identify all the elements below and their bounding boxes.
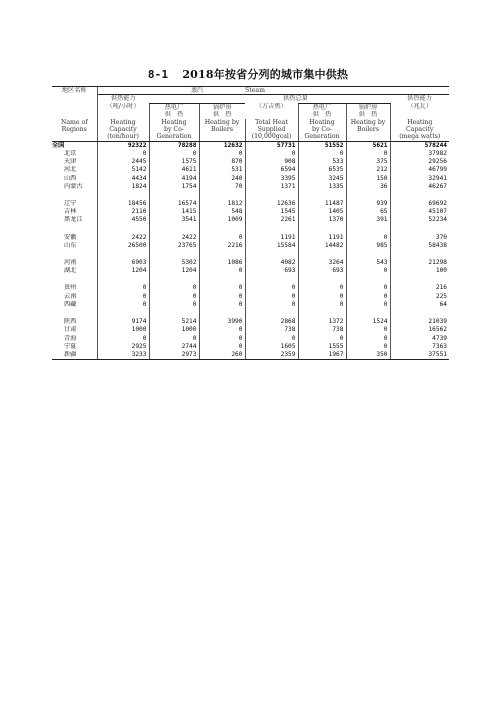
table-cell: 985 <box>346 242 390 250</box>
table-cell: 3233 <box>97 351 149 360</box>
table-cell: 0 <box>298 284 346 292</box>
table-row <box>52 200 449 208</box>
table-cell: 78288 <box>149 141 199 150</box>
table-cell: 1524 <box>346 318 390 326</box>
table-cell: 16562 <box>390 326 449 334</box>
table-row <box>52 326 449 334</box>
group-gap <box>52 191 449 200</box>
table-cell: 0 <box>149 150 199 158</box>
table-cell: 0 <box>346 293 390 301</box>
table-cell: 0 <box>346 234 390 242</box>
table-cell: 370 <box>390 234 449 242</box>
table-row <box>52 293 449 301</box>
table-cell: 0 <box>97 293 149 301</box>
table-cell: 4739 <box>390 335 449 343</box>
header-hw-capacity-cn: 供热能力 <box>390 95 449 103</box>
table-cell: 5214 <box>149 318 199 326</box>
table-cell: 548 <box>199 208 245 216</box>
table-number: 8-1 <box>147 68 169 81</box>
table-cell: 908 <box>245 158 298 166</box>
region-name: 北京 <box>64 150 77 158</box>
table-cell: 578244 <box>390 141 449 150</box>
table-row <box>52 267 449 275</box>
table-row <box>52 351 449 360</box>
table-cell: 58438 <box>390 242 449 250</box>
table-cell: 0 <box>346 150 390 158</box>
table-cell: 1812 <box>199 200 245 208</box>
table-cell: 36 <box>346 183 390 191</box>
table-cell: 6594 <box>245 166 298 174</box>
table-cell: 21039 <box>390 318 449 326</box>
table-cell: 1370 <box>298 216 346 224</box>
table-cell: 2868 <box>245 318 298 326</box>
region-name: 山西 <box>64 174 77 182</box>
region-name: 河北 <box>64 166 77 174</box>
table-cell: 150 <box>346 175 390 183</box>
table-cell: 0 <box>346 284 390 292</box>
table-cell: 0 <box>97 301 149 309</box>
header-cogen2-en-3: Generation <box>298 133 346 141</box>
table-cell: 4194 <box>149 175 199 183</box>
header-hw-en-1: Heating <box>390 119 449 126</box>
table-cell: 0 <box>97 284 149 292</box>
table-cell: 738 <box>298 326 346 334</box>
region-name: 云南 <box>64 292 77 300</box>
header-total-en-2: Supplied <box>245 126 298 133</box>
table-title: 2018年按省分列的城市集中供热 <box>182 68 349 81</box>
header-boiler2-en-1: Heating by <box>346 119 390 126</box>
table-row <box>52 343 449 351</box>
table-cell: 11487 <box>298 200 346 208</box>
table-cell: 350 <box>346 351 390 360</box>
table-cell: 225 <box>390 293 449 301</box>
region-name: 天津 <box>64 158 77 166</box>
region-name: 内蒙古 <box>64 182 83 190</box>
table-cell: 0 <box>245 335 298 343</box>
group-gap <box>52 309 449 318</box>
table-row <box>52 158 449 166</box>
table-cell: 0 <box>298 335 346 343</box>
header-boiler-en-1: Heating by <box>199 119 245 126</box>
table-cell: 2261 <box>245 216 298 224</box>
table-cell: 57731 <box>245 141 298 150</box>
table-cell: 391 <box>346 216 390 224</box>
table-row <box>52 284 449 292</box>
table-cell: 0 <box>245 284 298 292</box>
header-cogen-en-2: by Co- <box>149 126 199 133</box>
table-cell: 260 <box>199 351 245 360</box>
region-name: 河南 <box>64 259 77 267</box>
table-cell: 100 <box>390 267 449 275</box>
table-cell: 3245 <box>298 175 346 183</box>
table-cell: 65 <box>346 208 390 216</box>
table-cell: 64 <box>390 301 449 309</box>
header-boiler-cn: 锅炉房 <box>199 103 245 111</box>
table-cell: 0 <box>346 301 390 309</box>
table-cell: 693 <box>245 267 298 275</box>
table-cell: 52234 <box>390 216 449 224</box>
header-cogen2-en-1: Heating <box>298 119 346 126</box>
table-cell: 2422 <box>149 234 199 242</box>
table-cell: 1000 <box>149 326 199 334</box>
table-cell: 32941 <box>390 175 449 183</box>
table-cell: 0 <box>199 150 245 158</box>
table-cell: 693 <box>298 267 346 275</box>
header-boiler-en-2: Boilers <box>199 126 245 133</box>
header-name-en-2: Regions <box>61 126 87 134</box>
table-cell: 2973 <box>149 351 199 360</box>
table-cell: 26500 <box>97 242 149 250</box>
header-cogen2-en-2: by Co- <box>298 126 346 133</box>
table-cell: 2216 <box>199 242 245 250</box>
table-cell: 1335 <box>298 183 346 191</box>
table-cell: 0 <box>199 326 245 334</box>
table-cell: 45107 <box>390 208 449 216</box>
header-cogen-cn: 热电厂 <box>149 103 199 111</box>
table-cell: 3264 <box>298 259 346 267</box>
table-cell: 0 <box>199 267 245 275</box>
table-cell: 18456 <box>97 200 149 208</box>
table-cell: 0 <box>346 335 390 343</box>
table-row <box>52 301 449 309</box>
header-total-en-3: (10,000gcal) <box>245 133 298 141</box>
header-boiler2-cn: 锅炉房 <box>346 103 390 111</box>
region-name: 贵州 <box>64 284 77 292</box>
region-name: 吉林 <box>64 208 77 216</box>
table-cell: 0 <box>346 326 390 334</box>
header-cogen2-cn-2: 供 热 <box>298 111 346 118</box>
table-cell: 0 <box>298 150 346 158</box>
table-cell: 6535 <box>298 166 346 174</box>
table-cell: 92322 <box>97 141 149 150</box>
table-cell: 0 <box>149 293 199 301</box>
header-total-unit: （万吉焦） <box>255 103 287 111</box>
page-title <box>0 66 496 82</box>
table-cell: 1967 <box>298 351 346 360</box>
table-cell: 0 <box>199 293 245 301</box>
table-cell: 1009 <box>199 216 245 224</box>
table-cell: 3990 <box>199 318 245 326</box>
table-cell: 1555 <box>298 343 346 351</box>
table-row-total <box>52 141 449 150</box>
table-cell: 0 <box>298 293 346 301</box>
group-gap <box>52 275 449 284</box>
table-cell: 7363 <box>390 343 449 351</box>
table-cell: 2445 <box>97 158 149 166</box>
table-cell: 14482 <box>298 242 346 250</box>
table-cell: 0 <box>245 150 298 158</box>
table-cell: 0 <box>149 284 199 292</box>
region-name: 宁夏 <box>64 342 77 350</box>
table-row <box>52 166 449 174</box>
header-cogen-cn-2: 供 热 <box>149 111 199 118</box>
table-cell: 738 <box>245 326 298 334</box>
table-cell: 2422 <box>97 234 149 242</box>
table-cell: 0 <box>97 150 149 158</box>
header-capacity-unit: （吨/小时） <box>97 103 149 111</box>
table-cell: 5621 <box>346 141 390 150</box>
header-total-en-1: Total Heat <box>245 119 298 126</box>
header-boiler-cn-2: 供 热 <box>199 111 245 118</box>
table-cell: 29256 <box>390 158 449 166</box>
table-cell: 1191 <box>298 234 346 242</box>
table-cell: 1372 <box>298 318 346 326</box>
table-cell: 1086 <box>199 259 245 267</box>
region-name: 甘肃 <box>64 326 77 334</box>
table-cell: 533 <box>298 158 346 166</box>
group-gap <box>52 250 449 259</box>
table-cell: 1824 <box>97 183 149 191</box>
header-name-en-1: Name of <box>60 118 88 126</box>
table-cell: 2925 <box>97 343 149 351</box>
header-cogen-en-3: Generation <box>149 133 199 141</box>
table-cell: 37551 <box>390 351 449 360</box>
table-cell: 1545 <box>245 208 298 216</box>
region-name: 安徽 <box>64 233 77 241</box>
table-row <box>52 175 449 183</box>
table-body <box>52 141 449 359</box>
table-cell: 240 <box>199 175 245 183</box>
table-cell: 37982 <box>390 150 449 158</box>
table-cell: 2110 <box>97 208 149 216</box>
table-row <box>52 318 449 326</box>
header-steam-cn: 蒸汽 <box>149 87 245 95</box>
table-cell: 16574 <box>149 200 199 208</box>
table-row <box>52 335 449 343</box>
table-cell: 70 <box>199 183 245 191</box>
table-cell: 0 <box>346 267 390 275</box>
header-hw-en-2: Capacity <box>390 126 449 133</box>
header-total-cn: 供热总量 <box>245 95 346 103</box>
table-cell: 870 <box>199 158 245 166</box>
header-region-cn: 地区名称 <box>52 87 97 95</box>
table-cell: 1415 <box>149 208 199 216</box>
header-hw-capacity-unit: （兆瓦） <box>390 103 449 111</box>
header-capacity-cn: 供热能力 <box>97 95 149 103</box>
table-cell: 3395 <box>245 175 298 183</box>
header-cap-en-3: (ton/hour) <box>97 133 149 141</box>
table-row <box>52 150 449 158</box>
table-cell: 543 <box>346 259 390 267</box>
table-cell: 1575 <box>149 158 199 166</box>
table-cell: 1191 <box>245 234 298 242</box>
header-hw-en-3: (mega watts) <box>390 133 449 141</box>
header-boiler2-en-2: Boilers <box>346 126 390 133</box>
table-cell: 0 <box>346 343 390 351</box>
header-steam-en: Steam <box>245 87 390 95</box>
header-cap-en-1: Heating <box>97 119 149 126</box>
table-cell: 15584 <box>245 242 298 250</box>
table-cell: 0 <box>245 293 298 301</box>
table-cell: 1605 <box>245 343 298 351</box>
table-row <box>52 234 449 242</box>
region-name: 山东 <box>64 241 77 249</box>
table-row <box>52 242 449 250</box>
header-cap-en-2: Capacity <box>97 126 149 133</box>
table-cell: 0 <box>199 301 245 309</box>
region-name: 黑龙江 <box>64 216 83 224</box>
table-cell: 0 <box>199 234 245 242</box>
table-cell: 2744 <box>149 343 199 351</box>
table-cell: 5302 <box>149 259 199 267</box>
region-name: 青海 <box>64 334 77 342</box>
region-name: 西藏 <box>64 300 77 308</box>
table-cell: 4611 <box>149 166 199 174</box>
region-name: 全国 <box>52 141 97 150</box>
table-cell: 3541 <box>149 216 199 224</box>
table-cell: 46267 <box>390 183 449 191</box>
table-cell: 1405 <box>298 208 346 216</box>
table-cell: 0 <box>149 335 199 343</box>
table-cell: 0 <box>149 301 199 309</box>
table-cell: 0 <box>199 343 245 351</box>
table-cell: 12636 <box>245 200 298 208</box>
table-row <box>52 216 449 224</box>
table-row <box>52 208 449 216</box>
table-cell: 0 <box>199 284 245 292</box>
table-cell: 51552 <box>298 141 346 150</box>
header-cogen-en-1: Heating <box>149 119 199 126</box>
table-cell: 4550 <box>97 216 149 224</box>
table-cell: 5142 <box>97 166 149 174</box>
table-cell: 1204 <box>97 267 149 275</box>
table-cell: 375 <box>346 158 390 166</box>
header-cogen2-cn: 热电厂 <box>298 103 346 111</box>
table-cell: 0 <box>199 335 245 343</box>
table-cell: 0 <box>298 301 346 309</box>
table-cell: 9174 <box>97 318 149 326</box>
region-name: 新疆 <box>52 351 97 360</box>
table-cell: 2359 <box>245 351 298 360</box>
table-cell: 12632 <box>199 141 245 150</box>
table-row <box>52 259 449 267</box>
table-cell: 1204 <box>149 267 199 275</box>
table-cell: 1754 <box>149 183 199 191</box>
table-cell: 69692 <box>390 200 449 208</box>
table-cell: 531 <box>199 166 245 174</box>
table-cell: 4082 <box>245 259 298 267</box>
heating-table <box>52 86 449 360</box>
region-name: 辽宁 <box>64 200 77 208</box>
table-cell: 0 <box>97 335 149 343</box>
table-cell: 6903 <box>97 259 149 267</box>
region-name: 陕西 <box>64 318 77 326</box>
table-cell: 216 <box>390 284 449 292</box>
table-cell: 46799 <box>390 166 449 174</box>
table-cell: 939 <box>346 200 390 208</box>
table-cell: 1371 <box>245 183 298 191</box>
table-cell: 4434 <box>97 175 149 183</box>
table-row <box>52 183 449 191</box>
table-cell: 1000 <box>97 326 149 334</box>
table-cell: 212 <box>346 166 390 174</box>
region-name: 湖北 <box>64 267 77 275</box>
table-cell: 0 <box>245 301 298 309</box>
table-cell: 23765 <box>149 242 199 250</box>
header-boiler2-cn-2: 供 热 <box>346 111 390 118</box>
table-cell: 21298 <box>390 259 449 267</box>
group-gap <box>52 225 449 234</box>
